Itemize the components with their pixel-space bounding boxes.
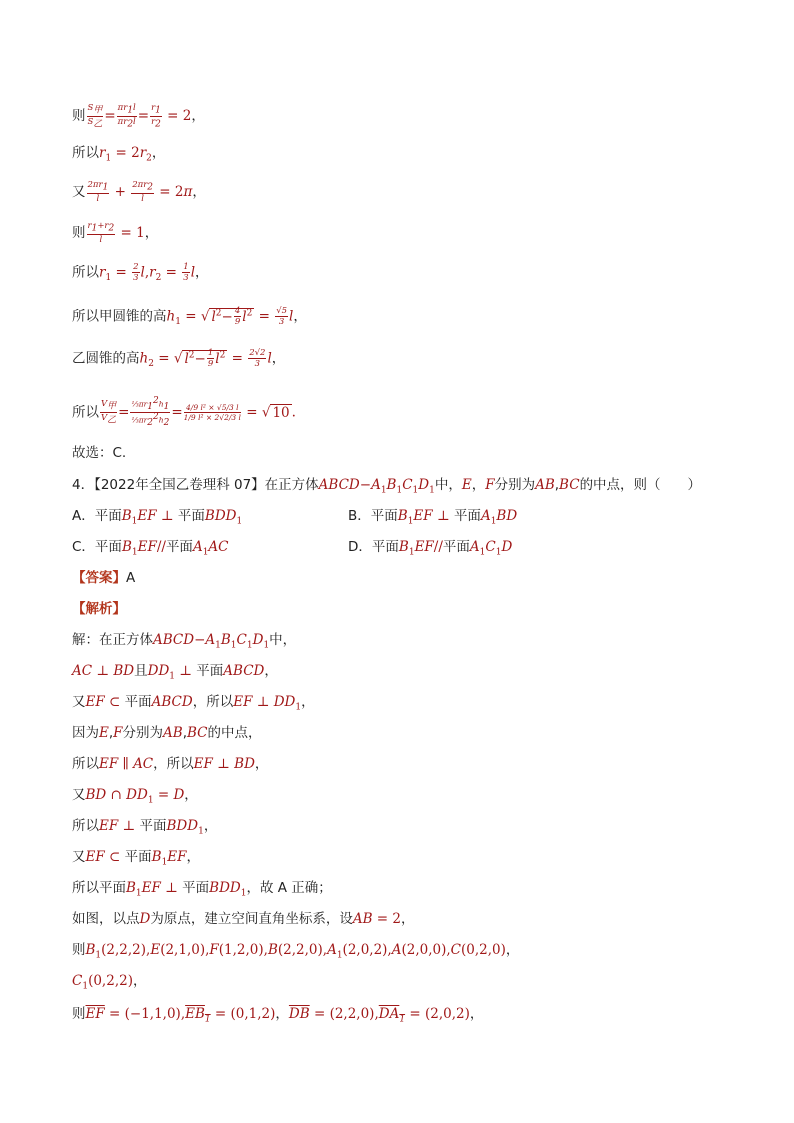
derivation-line-2: 所以$r_1 = 2r_2$， xyxy=(72,145,166,164)
option-d[interactable]: D．平面$B_1EF//$平面$A_1C_1D$ xyxy=(348,539,513,558)
analysis-step-8: 又EF ⊂ 平面$B_1EF$， xyxy=(72,849,201,868)
answer-label: 【答案】 xyxy=(72,570,126,586)
derivation-line-6: 所以甲圆锥的高$h_1$ = √ $l^2-$ $\frac{4}{9}$ $l^2$ = $\frac{√5}{3}$ l， xyxy=(72,306,307,328)
analysis-step-4: 因为E,F分别为AB,BC的中点， xyxy=(72,725,262,741)
derivation-line-8: 所以 $\frac{V_甲}{V_乙}$ = $\frac{\frac{1}{3}\pi r_1^2h_1}{\frac{1}{3}\pi r_2^2h_2}$ = $\frac{\text{4/9 l² × √5/3 l}}{\text{1/9 l² × 2√2/3 l}}$ = √ 10 . xyxy=(72,396,296,428)
question-stem: 4．【2022年全国乙卷理科 07】在正方体$ABCD-A_1B_1C_1D_1$中，E，F分别为AB,BC的中点，则（ ） xyxy=(72,477,702,496)
analysis-step-10: 如图，以点D为原点，建立空间直角坐标系，设AB = 2， xyxy=(72,911,415,927)
option-b[interactable]: B．平面$B_1EF$ ⊥ 平面$A_1BD$ xyxy=(348,508,518,527)
select-line: 故选：C. xyxy=(72,445,127,461)
analysis-step-6: 又BD ∩ $DD_1 = D$， xyxy=(72,787,198,806)
analysis-step-9: 所以平面$B_1EF$ ⊥ 平面$BDD_1$，故 A 正确； xyxy=(72,880,332,899)
analysis-step-2: AC ⊥ BD且$DD_1$ ⊥ 平面ABCD， xyxy=(72,663,278,682)
derivation-line-7: 乙圆锥的高$h_2$ = √ $l^2-$ $\frac{1}{9}$ $l^2$ = $\frac{2√2}{3}$ l， xyxy=(72,348,286,370)
option-c[interactable]: C．平面$B_1EF//$平面$A_1AC$ xyxy=(72,539,229,558)
derivation-line-3: 又 $\frac{2\pi r_1}{l}$ + $\frac{2\pi r_2}{l}$ = 2π， xyxy=(72,180,206,204)
analysis-step-7: 所以EF ⊥ 平面$BDD_1$， xyxy=(72,818,218,837)
answer-line xyxy=(72,568,135,588)
analysis-step-11: 则$B_1(2,2,2),E(2,1,0),F(1,2,0),B(2,2,0),A_1(2,0,2),A(2,0,0),C(0,2,0)$， xyxy=(72,942,520,961)
analysis-step-12: $C_1(0,2,2)$， xyxy=(72,973,147,992)
analysis-step-5: 所以EF ∥ AC，所以EF ⊥ BD， xyxy=(72,756,269,772)
option-a[interactable]: A．平面$B_1EF$ ⊥ 平面$BDD_1$ xyxy=(72,508,243,527)
analysis-label: 【解析】 xyxy=(72,601,126,617)
analysis-step-13: 则$\overline{EF} = (-1,1,0),EB_1 = (0,1,2)$，$\overline{DB} = (2,2,0),DA_1 = (2,0,2)$， xyxy=(72,1006,484,1025)
derivation-line-5: 所以$r_1$ = $\frac{2}{3}$ $l,r_2$ = $\frac{1}{3}$ l， xyxy=(72,262,209,284)
derivation-line-1: 则 $\frac{S_甲}{S_乙}$ = $\frac{\pi r_1l}{\pi r_2l}$ = $\frac{r_1}{r_2}$ = 2， xyxy=(72,103,205,130)
answer-value: A xyxy=(126,570,136,586)
derivation-line-4: 则 $\frac{r_1+r_2}{l}$ = 1， xyxy=(72,221,159,245)
analysis-step-3: 又EF ⊂ 平面ABCD，所以EF ⊥ $DD_1$， xyxy=(72,694,315,713)
analysis-step-1: 解：在正方体$ABCD-A_1B_1C_1D_1$中， xyxy=(72,632,297,651)
